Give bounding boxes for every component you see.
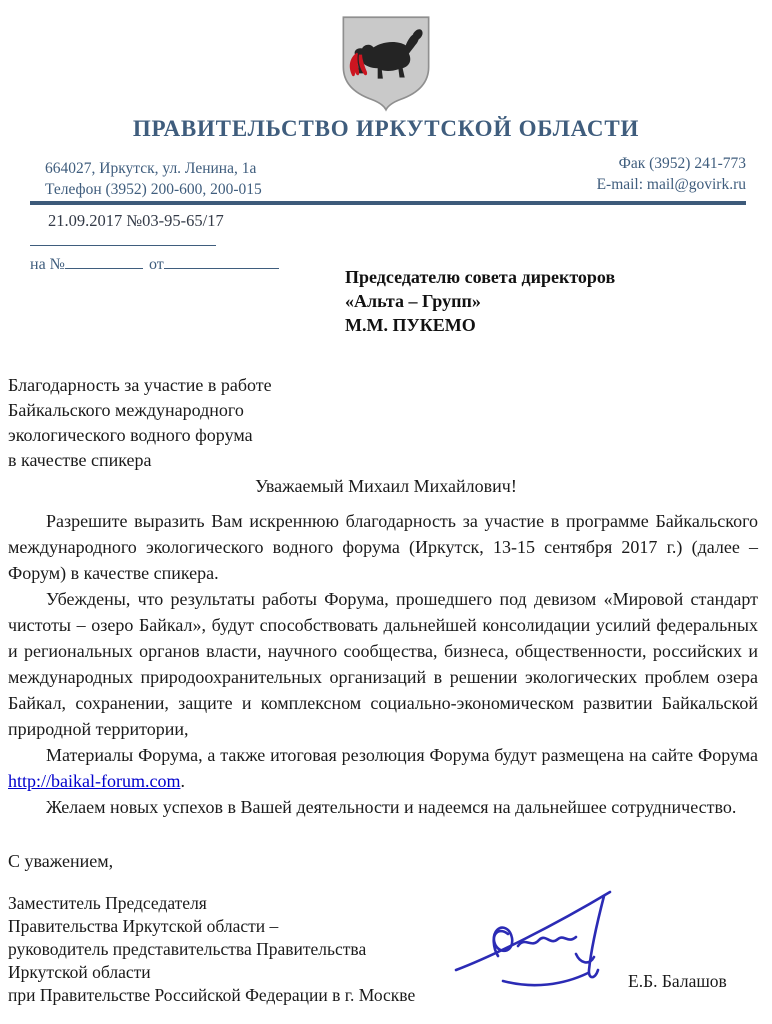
signer-position-block xyxy=(8,892,415,1007)
subject-line: экологического водного форума xyxy=(8,425,253,445)
body-paragraph-3 xyxy=(8,742,758,794)
forum-website-link[interactable]: http://baikal-forum.com xyxy=(8,771,181,791)
from-label: от xyxy=(148,256,164,273)
position-line: Заместитель Председателя xyxy=(8,893,207,913)
regards-line: С уважением, xyxy=(8,851,114,871)
on-number-blank-field xyxy=(65,252,143,269)
body-paragraph-2: Убеждены, что результаты работы Форума, прошедшего под девизом «Мировой стандарт чистоты – озеро Байкал», будут способствовать дальнейшей консолидации усилий федеральных и региональных органов власти, научного сообщества, бизнеса, общественности, российских и международных природоохранительных организаций в решении экологических проблем озера Байкал, сохранении, защите и комплексном социально-экономическом развитии Байкальской природной территории, xyxy=(8,589,758,739)
address-line: 664027, Иркутск, ул. Ленина, 1а xyxy=(45,160,257,177)
body-paragraph-1: Разрешите выразить Вам искреннюю благодарность за участие в программе Байкальского международного экологического водного форума (Иркутск, 13-15 сентября 2017 г.) (далее – Форум) в качестве спикера. xyxy=(8,511,758,583)
phone-line: Телефон (3952) 200-600, 200-015 xyxy=(45,181,262,198)
letter-body xyxy=(8,508,758,820)
reply-reference-row xyxy=(30,252,279,274)
position-line: Правительства Иркутской области – xyxy=(8,916,279,936)
subject-block xyxy=(8,373,272,473)
body-paragraph-4: Желаем новых успехов в Вашей деятельности и надеемся на дальнейшее сотрудничество. xyxy=(46,797,737,817)
recipient-company: «Альта – Групп» xyxy=(345,291,481,311)
recipient-block xyxy=(345,265,615,337)
irkutsk-coat-of-arms-icon xyxy=(334,13,438,113)
fax-line: Фак (3952) 241-773 xyxy=(618,155,746,172)
recipient-title: Председателю совета директоров xyxy=(345,267,616,287)
contact-address-block xyxy=(45,158,262,200)
subject-line: Байкальского международного xyxy=(8,400,244,420)
org-title: ПРАВИТЕЛЬСТВО ИРКУТСКОЙ ОБЛАСТИ xyxy=(132,116,640,141)
recipient-name: М.М. ПУКЕМО xyxy=(345,315,476,335)
document-date-number: 21.09.2017 №03-95-65/17 xyxy=(48,211,224,230)
from-blank-field xyxy=(164,252,279,269)
position-line: руководитель представительства Правительства xyxy=(8,939,367,959)
document-number-underline xyxy=(30,245,216,246)
letterhead-divider xyxy=(30,201,746,205)
signer-name: Е.Б. Балашов xyxy=(628,971,727,991)
body-paragraph-3-text: Материалы Форума, а также итоговая резолюция Форума будут размещена на сайте Форума xyxy=(46,745,758,765)
subject-line: в качестве спикера xyxy=(8,450,152,470)
subject-line: Благодарность за участие в работе xyxy=(8,375,272,395)
contact-fax-email-block xyxy=(597,153,746,195)
on-number-label: на № xyxy=(30,256,65,273)
email-line: E-mail: mail@govirk.ru xyxy=(596,176,746,193)
salutation: Уважаемый Михаил Михайлович! xyxy=(255,476,517,496)
position-line: Иркутской области xyxy=(8,962,151,982)
body-paragraph-3-period: . xyxy=(180,771,185,791)
position-line: при Правительстве Российской Федерации в г. Москве xyxy=(8,985,416,1005)
